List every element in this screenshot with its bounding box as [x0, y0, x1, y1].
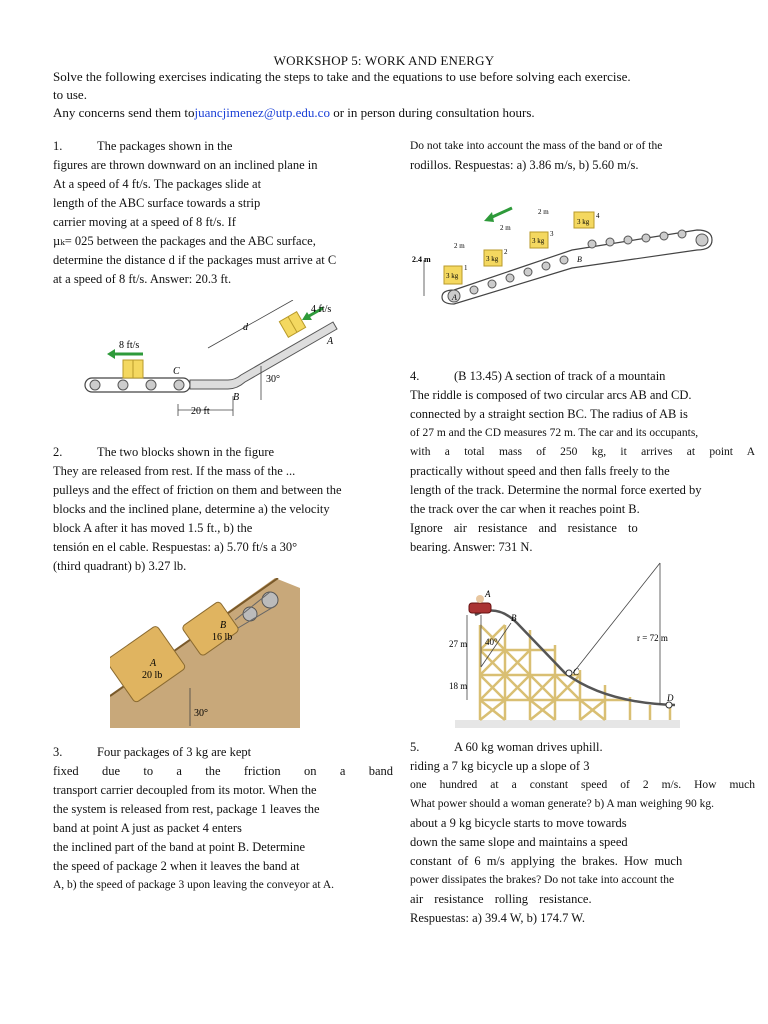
belt-roller	[470, 286, 478, 294]
problem-2-line: block A after it has moved 1.5 ft., b) the	[53, 521, 253, 535]
label-dist: 20 ft	[191, 406, 210, 417]
intro-contact-prefix: Any concerns send them to	[53, 105, 195, 120]
problem-1-line: figures are thrown downward on an inclined plane in	[53, 158, 318, 172]
arrow-head-icon	[107, 349, 115, 359]
problem-2-line: pulleys and the effect of friction on them and between the	[53, 483, 342, 497]
label-package-mass: 3 kg	[577, 218, 590, 226]
problem-3-line: the speed of package 2 when it leaves the band at	[53, 859, 300, 873]
label-angle: 40°	[485, 637, 498, 647]
radius-line	[573, 563, 660, 673]
problem-3-line: A, b) the speed of package 3 upon leaving the conveyor at A.	[53, 879, 335, 891]
label-spacing: 2 m	[538, 208, 549, 216]
problem-1-line	[53, 137, 393, 156]
label-spacing: 2 m	[454, 242, 465, 250]
problem-3-line: fixed due to a the friction on a band	[53, 764, 393, 778]
belt-roller	[696, 234, 708, 246]
email-link[interactable]: juancjimenez@utp.edu.co	[194, 105, 334, 120]
problem-4-line: connected by a straight section BC. The radius of AB is	[410, 407, 688, 421]
problem-3-figure	[412, 200, 722, 305]
label-mass-b: 16 lb	[212, 632, 233, 643]
problem-3-line: band at point A just as packet 4 enters	[53, 821, 242, 835]
label-point-a: A	[327, 336, 334, 347]
problem-2-line	[53, 443, 393, 462]
label-angle: 30°	[266, 374, 280, 385]
problem-1-line: At a speed of 4 ft/s. The packages slide at	[53, 177, 262, 191]
intro-text	[53, 68, 733, 122]
label-point-c: C	[573, 667, 580, 677]
label-package-index: 1	[464, 264, 468, 272]
problem-3-number: 3.	[53, 745, 63, 759]
label-height-18: 18 m	[449, 681, 468, 691]
belt-roller	[90, 380, 100, 390]
label-point-d: D	[667, 693, 674, 703]
problem-4-line: practically without speed and then falls freely to the	[410, 464, 670, 478]
problem-4-line	[410, 367, 755, 386]
label-block-a: A	[150, 658, 157, 669]
label-package-mass: 3 kg	[446, 272, 459, 280]
problem-1-text	[53, 137, 393, 289]
label-package-index: 3	[550, 230, 554, 238]
label-belt-speed: 8 ft/s	[119, 340, 140, 351]
belt-roller	[606, 238, 614, 246]
belt-roller	[506, 274, 514, 282]
problem-1-line: length of the ABC surface towards a strip	[53, 196, 261, 210]
problem-5-line: What power should a woman generate? b) A man weighing 90 kg.	[410, 798, 715, 810]
problem-5-line: riding a 7 kg bicycle up a slope of 3	[410, 759, 590, 773]
problem-1-line: determine the distance d if the packages must arrive at C	[53, 253, 337, 267]
problem-2-line: blocks and the inclined plane, determine a) the velocity	[53, 502, 330, 516]
problem-1-number: 1.	[53, 139, 63, 153]
problem-1-line-text: The packages shown in the	[97, 139, 233, 153]
problem-1-line: carrier moving at a speed of 8 ft/s. If	[53, 215, 236, 229]
label-incline-speed: 4 ft/s	[311, 304, 332, 315]
label-d: d	[243, 322, 248, 333]
problem-3-line: transport carrier decoupled from its motor. When the	[53, 783, 317, 797]
problem-4-line: with a total mass of 250 kg, it arrives at point A	[410, 446, 755, 458]
intro-contact-suffix: or in person during consultation hours.	[333, 105, 535, 120]
problem-2-line: tensión en el cable. Respuestas: a) 5.70 ft/s a 30°	[53, 540, 298, 554]
problem-2-text	[53, 443, 393, 576]
problem-2-line-text: The two blocks shown in the figure	[97, 445, 275, 459]
belt-roller	[678, 230, 686, 238]
problem-5-line: down the same slope and maintains a speed	[410, 835, 628, 849]
label-point-b: B	[233, 392, 240, 403]
problem-4-line: bearing. Answer: 731 N.	[410, 540, 533, 554]
problem-1-line: at a speed of 8 ft/s. Answer: 20.3 ft.	[53, 272, 232, 286]
problem-1-line: µₖ= 025 between the packages and the ABC surface,	[53, 234, 316, 248]
problem-3-cont-line: Do not take into account the mass of the band or of the	[410, 140, 663, 152]
problem-5-line: power dissipates the brakes? Do not take into account the	[410, 874, 675, 886]
pulley	[262, 592, 278, 608]
intro-line-1: Solve the following exercises indicating the steps to take and the equations to use before solving each exercise.	[53, 69, 631, 84]
belt-roller	[524, 268, 532, 276]
problem-3-continuation	[410, 137, 755, 175]
problem-5-line: one hundred at a constant speed of 2 m/s. How much	[410, 779, 755, 791]
belt-roller	[560, 256, 568, 264]
label-point-a: A	[452, 293, 457, 302]
incline-package	[279, 312, 305, 338]
page-title: WORKSHOP 5: WORK AND ENERGY	[273, 53, 495, 68]
label-package-mass: 3 kg	[486, 255, 499, 263]
pulley	[243, 607, 257, 621]
problem-3-text	[53, 743, 393, 895]
label-spacing: 2 m	[500, 224, 511, 232]
belt-roller	[642, 234, 650, 242]
ground	[455, 720, 680, 728]
problem-5-line-text: A 60 kg woman drives uphill.	[454, 740, 603, 754]
label-package-index: 2	[504, 248, 508, 256]
occupant	[476, 595, 484, 603]
problem-3-line-text: Four packages of 3 kg are kept	[97, 745, 252, 759]
label-angle: 30°	[194, 708, 208, 719]
coaster-car	[469, 603, 491, 613]
problem-4-line: The riddle is composed of two circular arcs AB and CD.	[410, 388, 692, 402]
intro-line-3	[53, 104, 733, 122]
label-radius: r = 72 m	[637, 633, 668, 643]
problem-4-line-text: (B 13.45) A section of track of a mountain	[454, 369, 666, 383]
problem-5-line: Respuestas: a) 39.4 W, b) 174.7 W.	[410, 911, 585, 925]
problem-1-figure	[83, 300, 353, 420]
belt-roller	[146, 380, 156, 390]
problem-5-line: about a 9 kg bicycle starts to move towards	[410, 816, 627, 830]
belt-roller	[488, 280, 496, 288]
incline-surface	[190, 322, 337, 389]
problem-2-line: They are released from rest. If the mass of the ...	[53, 464, 296, 478]
problem-4-line: of 27 m and the CD measures 72 m. The car and its occupants,	[410, 427, 699, 439]
belt-roller	[660, 232, 668, 240]
problem-5-line	[410, 738, 755, 757]
belt-roller	[588, 240, 596, 248]
point-c-marker	[566, 670, 572, 676]
problem-5-text	[410, 738, 755, 928]
label-block-b: B	[220, 620, 227, 631]
problem-2-number: 2.	[53, 445, 63, 459]
label-package-mass: 3 kg	[532, 237, 545, 245]
problem-3-cont-line: rodillos. Respuestas: a) 3.86 m/s, b) 5.60 m/s.	[410, 158, 639, 172]
problem-2-line: (third quadrant) b) 3.27 lb.	[53, 559, 187, 573]
problem-5-number: 5.	[410, 740, 420, 754]
problem-3-line: the inclined part of the band at point B. Determine	[53, 840, 306, 854]
label-package-index: 4	[596, 212, 600, 220]
problem-4-figure	[445, 555, 685, 730]
problem-5-line: constant of 6 m/s applying the brakes. How much	[410, 854, 683, 868]
problem-4-line: the track over the car when it reaches point B.	[410, 502, 640, 516]
problem-4-text	[410, 367, 755, 557]
problem-4-line: Ignore air resistance and resistance to	[410, 521, 638, 535]
problem-5-line: air resistance rolling resistance.	[410, 892, 592, 906]
arrow-head-icon	[484, 212, 494, 222]
problem-4-number: 4.	[410, 369, 420, 383]
belt-roller	[542, 262, 550, 270]
problem-4-line: length of the track. Determine the normal force exerted by	[410, 483, 702, 497]
label-mass-a: 20 lb	[142, 670, 163, 681]
label-point-c: C	[173, 366, 180, 377]
conveyor-belt	[442, 230, 712, 304]
motion-arrow	[490, 208, 512, 218]
problem-3-line	[53, 743, 393, 762]
label-point-b: B	[577, 255, 582, 264]
belt-roller	[174, 380, 184, 390]
label-height-27: 27 m	[449, 639, 468, 649]
label-height: 2.4 m	[412, 255, 431, 264]
problem-3-line: the system is released from rest, package 1 leaves the	[53, 802, 320, 816]
label-point-b: B	[511, 613, 517, 623]
label-point-a: A	[485, 589, 491, 599]
intro-line-2: to use.	[53, 87, 87, 102]
belt-roller	[118, 380, 128, 390]
belt-roller	[624, 236, 632, 244]
problem-2-figure	[110, 578, 300, 728]
